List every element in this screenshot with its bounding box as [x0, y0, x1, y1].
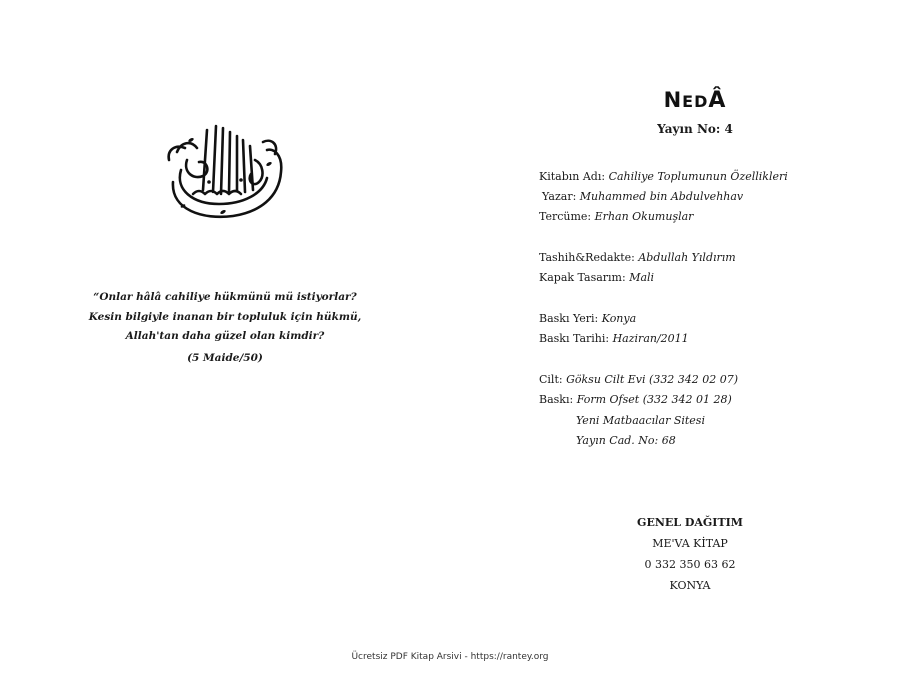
logo-letter-a: Â	[708, 88, 727, 113]
printing-label: Baskı:	[539, 393, 574, 406]
basmala-calligraphy-icon	[163, 120, 287, 224]
translator-label: Tercüme:	[539, 210, 592, 223]
print-place-label: Baskı Yeri:	[539, 312, 599, 325]
printing-address-1: Yeni Matbaacılar Sitesi	[576, 414, 705, 427]
distributor-name: ME'VA KİTAP	[652, 537, 728, 550]
print-date-line	[539, 332, 689, 345]
binding-label: Cilt:	[539, 373, 563, 386]
printing-address-2: Yayın Cad. No: 68	[576, 434, 676, 447]
book-title-value: Cahiliye Toplumunun Özellikleri	[608, 170, 788, 183]
author-line	[542, 190, 743, 203]
editor-value: Abdullah Yıldırım	[638, 251, 736, 264]
cover-design-line	[539, 271, 654, 284]
print-date-value: Haziran/2011	[612, 332, 689, 345]
series-number: Yayın No: 4	[657, 122, 733, 136]
editor-line	[539, 251, 736, 264]
logo-letter-n: N	[663, 88, 683, 112]
binding-value: Göksu Cilt Evi (332 342 02 07)	[566, 373, 739, 386]
print-date-label: Baskı Tarihi:	[539, 332, 610, 345]
author-label: Yazar:	[542, 190, 577, 203]
distribution-block	[590, 512, 790, 596]
print-place-value: Konya	[601, 312, 637, 325]
logo-letters-ed: ED	[682, 92, 709, 111]
printing-value: Form Ofset (332 342 01 28)	[576, 393, 732, 406]
quote-reference: (5 Maide/50)	[187, 352, 263, 364]
cover-design-value: Mali	[629, 271, 655, 284]
editor-label: Tashih&Redakte:	[539, 251, 635, 264]
cover-design-label: Kapak Tasarım:	[539, 271, 626, 284]
book-title-label: Kitabın Adı:	[539, 170, 606, 183]
quote-line-3: Allah'tan daha güzel olan kimdir?	[125, 330, 325, 342]
binding-line	[539, 373, 738, 386]
printing-line	[539, 393, 732, 406]
distribution-title: GENEL DAĞITIM	[637, 516, 743, 529]
quote-line-1: “Onlar hâlâ cahiliye hükmünü mü istiyorlar?	[93, 291, 357, 303]
quote-line-2: Kesin bilgiyle inanan bir topluluk için hükmü,	[88, 310, 362, 323]
translator-value: Erhan Okumuşlar	[594, 210, 694, 223]
author-value: Muhammed bin Abdulvehhav	[579, 190, 744, 203]
book-title-line	[539, 170, 788, 183]
distributor-phone: 0 332 350 63 62	[644, 558, 736, 571]
translator-line	[539, 210, 693, 223]
print-place-line	[539, 312, 636, 325]
page-footer: Ücretsiz PDF Kitap Arsivi - https://rantey.org	[351, 652, 549, 662]
quran-quote	[55, 288, 395, 347]
publisher-logo	[630, 88, 760, 113]
distributor-city: KONYA	[669, 579, 711, 592]
